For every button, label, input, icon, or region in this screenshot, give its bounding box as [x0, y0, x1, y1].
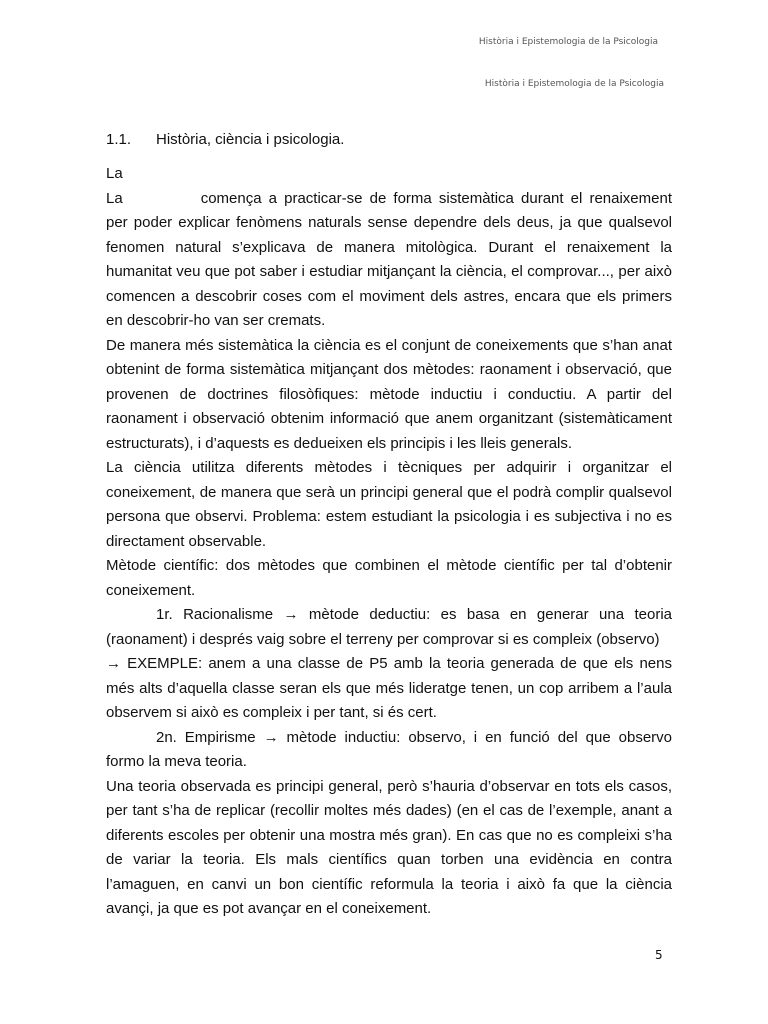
paragraph: [106, 187, 672, 334]
paragraph: La ciència utilitza diferents mètodes i tècniques per adquirir i organitzar el coneixement, de manera que serà un principi general que el podrà complir qualsevol persona que observi. Problema: estem estudiant la psicologia i es subjectiva i no es directament observable.: [106, 459, 672, 550]
section-number: 1.1.: [106, 131, 132, 148]
paragraph-example: → EXEMPLE: anem a una classe de P5 amb la teoria generada de que els nens més alts d’aquella classe seran els que més lideratge tenen, un cop arribem a l’aula observem si això es compleix i per tant, si és cert.: [106, 655, 672, 721]
paragraph: Una teoria observada es principi general, però s’hauria d’observar en tots els casos, per tant s’ha de replicar (recollir moltes més dades) (en el cas de l’exemple, anant a diferents escoles per obtenir una mostra més gran). En cas que no es compleixi s’ha de variar la teoria. Els mals científics quan torben una evidència en contra l’amaguen, en canvi un bon científic reformula la teoria i això fa que la ciència avançi, ja que es pot avançar en el coneixement.: [106, 777, 672, 917]
paragraph-empiricism: 2n. Empirisme → mètode inductiu: observo, i en funció del que observo formo la meva teoria.: [106, 728, 672, 770]
section-title: Història, ciència i psicologia.: [156, 131, 345, 148]
paragraph-rationalism: 1r. Racionalisme → mètode deductiu: es basa en generar una teoria (raonament) i després vaig sobre el terreny per comprovar si es compleix (observo): [106, 606, 672, 648]
section-heading: [106, 131, 344, 148]
paragraph: De manera més sistemàtica la ciència es el conjunt de coneixements que s’han anat obtenint de forma sistemàtica mitjançant dos mètodes: raonament i observació, que provenen de doctrines filosòfiques: mètode inductiu i conductiu. A partir del raonament i observació obtenim informació que anem organitzant (sistemàticament estructurats), i d’aquests es dedueixen els principis i les lleis generals.: [106, 336, 672, 452]
paragraph-rest: comença a practicar-se de forma sistemàtica durant el renaixement per poder explicar fenòmens naturals sense dependre dels deus, ja que qualsevol fenomen natural s’explicava de manera mitològica. Durant el renaixement la humanitat veu que pot saber i estudiar mitjançant la ciència, el comprovar..., per això comencen a descobrir coses com el moviment dels astres, encara que els primers en descobrir-ho van ser cremats.: [106, 189, 672, 329]
paragraph-fragment: La: [106, 165, 123, 182]
paragraph: Mètode científic: dos mètodes que combinen el mètode científic per tal d’obtenir coneixement.: [106, 557, 672, 599]
running-header-secondary: Història i Epistemologia de la Psicologia: [484, 79, 664, 89]
paragraph-start: La: [106, 189, 123, 207]
page-number: 5: [655, 948, 663, 962]
running-header: Història i Epistemologia de la Psicologia: [478, 37, 658, 47]
document-body: [106, 162, 672, 922]
